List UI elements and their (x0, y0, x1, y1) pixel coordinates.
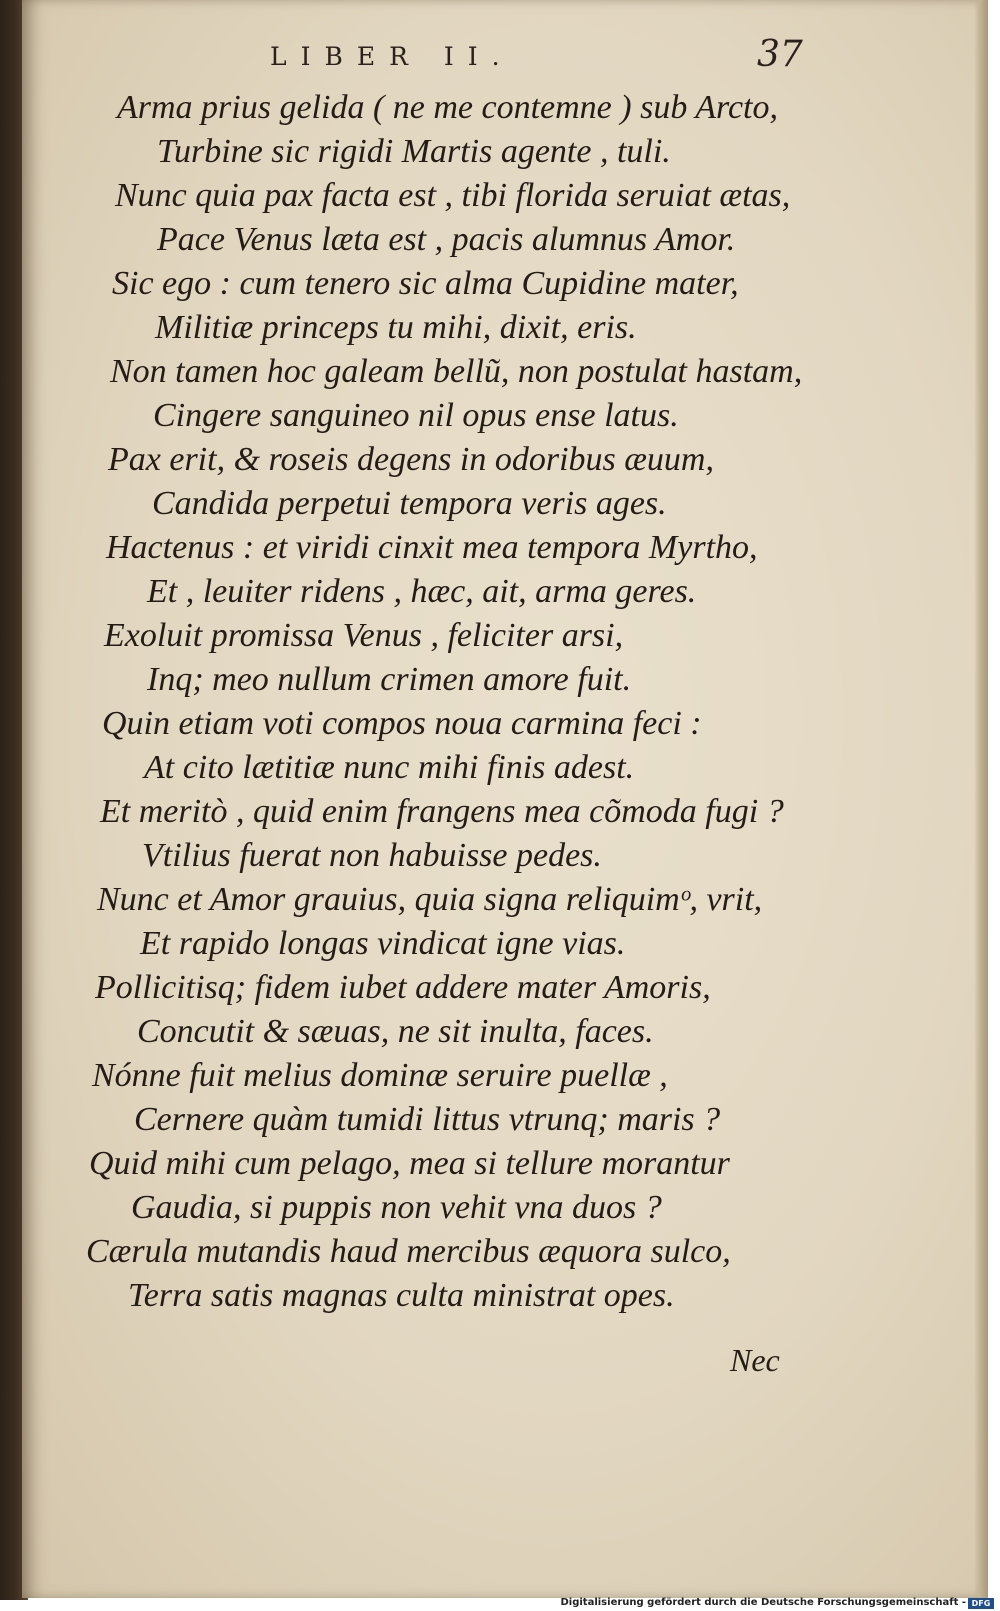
page-number: 37 (757, 34, 803, 75)
verse-line: Inq; meo nullum crimen amore fuit. (147, 661, 632, 698)
verse-body (22, 88, 988, 1338)
verse-line: At cito lætitiæ nunc mihi finis adest. (144, 749, 635, 786)
verse-line: Pollicitisq; fidem iubet addere mater Amoris, (95, 969, 711, 1006)
verse-line: Candida perpetui tempora veris ages. (152, 485, 667, 522)
verse-line: Terra satis magnas culta ministrat opes. (128, 1277, 675, 1314)
dfg-logo: DFG (968, 1598, 994, 1609)
verse-line: Exoluit promissa Venus , feliciter arsi, (104, 617, 624, 654)
verse-line: Et meritò , quid enim frangens mea cõmoda fugi ? (100, 793, 784, 830)
verse-line: Cærula mutandis haud mercibus æquora sulco, (86, 1233, 731, 1270)
verse-line: Gaudia, si puppis non vehit vna duos ? (131, 1189, 662, 1226)
verse-line: Nunc quia pax facta est , tibi florida seruiat ætas, (115, 177, 791, 214)
verse-line: Cernere quàm tumidi littus vtrunq; maris ? (134, 1101, 721, 1138)
verse-line: Arma prius gelida ( ne me contemne ) sub Arcto, (117, 89, 778, 126)
catchword: Nec (730, 1342, 780, 1378)
running-head: LIBER II. (270, 42, 514, 71)
verse-line: Hactenus : et viridi cinxit mea tempora Myrtho, (106, 529, 758, 566)
digitization-footer (0, 1597, 1000, 1611)
verse-line: Cingere sanguineo nil opus ense latus. (153, 397, 679, 434)
verse-line: Militiæ princeps tu mihi, dixit, eris. (155, 309, 637, 346)
verse-line: Vtilius fuerat non habuisse pedes. (142, 837, 602, 874)
page-header (22, 34, 988, 88)
verse-line: Concutit & sæuas, ne sit inulta, faces. (137, 1013, 654, 1050)
book-page (22, 0, 988, 1598)
verse-line: Pax erit, & roseis degens in odoribus æuum, (108, 441, 714, 478)
verse-line: Pace Venus læta est , pacis alumnus Amor. (157, 221, 736, 258)
verse-line: Sic ego : cum tenero sic alma Cupidine mater, (112, 265, 739, 302)
verse-line: Non tamen hoc galeam bellũ, non postulat hastam, (110, 353, 803, 390)
verse-line: Quin etiam voti compos noua carmina feci : (102, 705, 702, 742)
verse-line: Turbine sic rigidi Martis agente , tuli. (157, 133, 671, 170)
verse-line: Nónne fuit melius dominæ seruire puellæ , (92, 1057, 668, 1094)
verse-line: Quid mihi cum pelago, mea si tellure morantur (89, 1145, 730, 1182)
verse-line: Nunc et Amor grauius, quia signa reliquimᵒ, vrit, (97, 881, 763, 918)
verse-line: Et , leuiter ridens , hæc, ait, arma geres. (147, 573, 697, 610)
verse-line: Et rapido longas vindicat igne vias. (140, 925, 626, 962)
funding-credit: Digitalisierung gefördert durch die Deutsche Forschungsgemeinschaft - (560, 1597, 966, 1608)
